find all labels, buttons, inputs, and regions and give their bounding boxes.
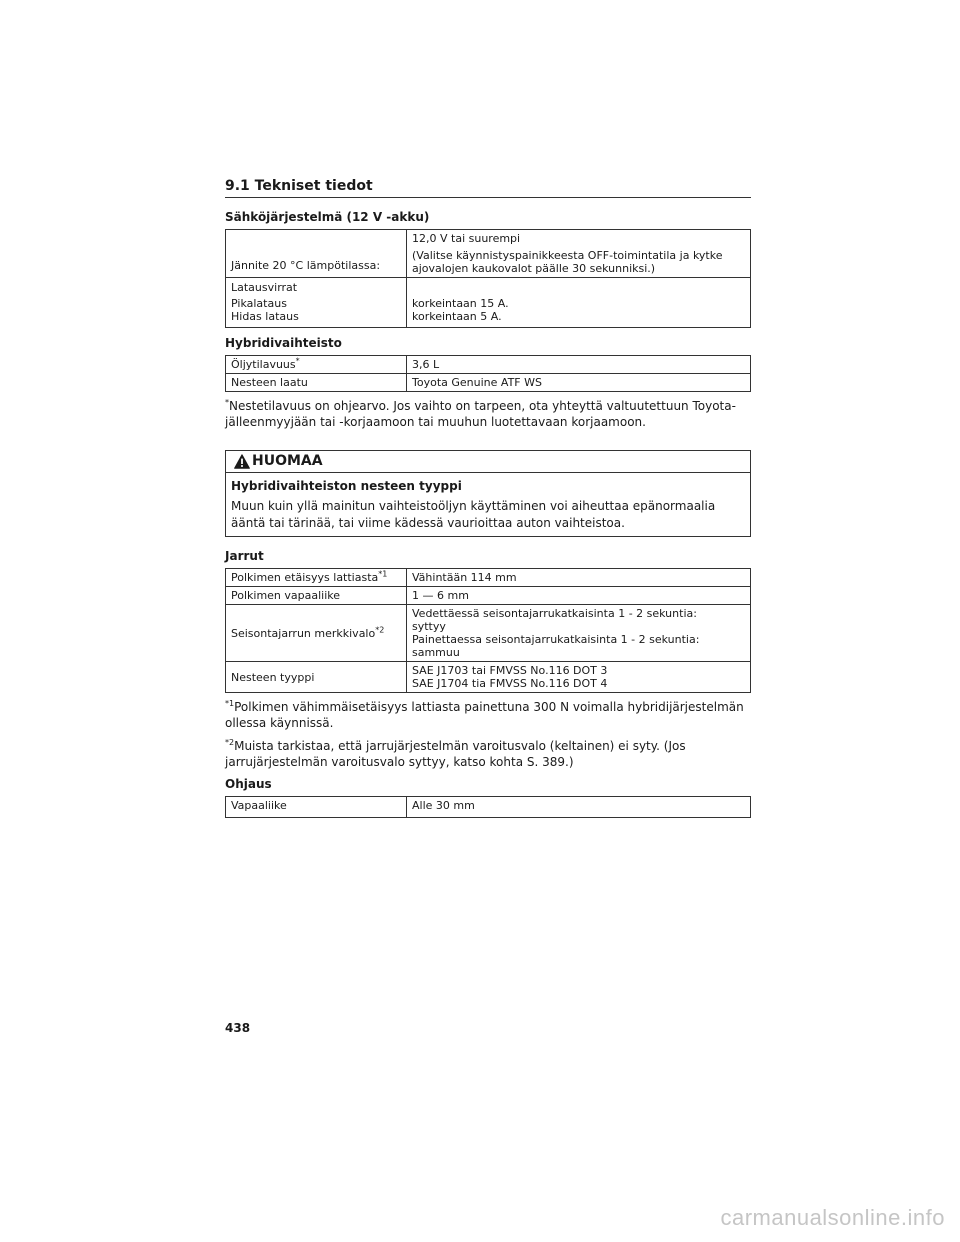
parking-light-value-1: Vedettäessä seisontajarrukatkaisinta 1 - 2 sekuntia: [412,607,697,620]
footnote-mark: * [225,398,229,407]
pedal-clearance-label: Polkimen etäisyys lattiasta [231,571,379,584]
oil-capacity-value: 3,6 L [407,356,751,374]
brake-fluid-label: Nesteen tyyppi [226,662,407,693]
voltage-label: Jännite 20 °C lämpötilassa: [226,230,407,278]
oil-capacity-label-cell [226,356,407,374]
parking-light-value-4: sammuu [412,646,460,659]
notice-box [225,450,751,537]
fast-charge-value: korkeintaan 15 A. [412,297,509,310]
table-row [226,605,751,662]
table-row [226,569,751,587]
brake-fluid-value-1: SAE J1703 tai FMVSS No.116 DOT 3 [412,664,608,677]
brakes-footnote-1 [225,699,751,731]
charging-label: Latausvirrat [231,281,298,294]
page-content [225,178,751,818]
notice-subtitle: Hybridivaihteiston nesteen tyyppi [231,479,462,493]
brakes-table [225,568,751,693]
notice-title [234,453,323,469]
brake-fluid-value-cell [407,662,751,693]
electrical-heading: Sähköjärjestelmä (12 V -akku) [225,210,430,224]
table-row [226,662,751,693]
parking-light-label-cell [226,605,407,662]
page-number: 438 [225,1021,251,1035]
parking-light-value-2: syttyy [412,620,446,633]
footnote-mark: *1 [225,699,235,708]
brake-fluid-value-2: SAE J1704 tia FMVSS No.116 DOT 4 [412,677,608,690]
table-row [226,230,751,278]
parking-light-label: Seisontajarrun merkkivalo [231,626,376,640]
pedal-free-play-value: 1 — 6 mm [407,587,751,605]
charging-label-cell [226,278,407,328]
pedal-free-play-label: Polkimen vapaaliike [226,587,407,605]
hybrid-table [225,355,751,392]
notice-text: Muun kuin yllä mainitun vaihteistoöljyn käyttäminen voi aiheuttaa epänormaalia ääntä tai tärinää, tai viime kädessä vaurioittaa auton vaihteistoa. [231,499,716,530]
watermark: carmanualsonline.info [720,1205,945,1230]
warning-icon [234,454,250,469]
steering-free-play-label: Vapaaliike [226,797,407,818]
pedal-clearance-label-cell [226,569,407,587]
fluid-quality-value: Toyota Genuine ATF WS [407,374,751,392]
parking-light-value-cell [407,605,751,662]
footnote-ref: *2 [375,624,385,634]
table-row [226,374,751,392]
footnote-text: Polkimen vähimmäisetäisyys lattiasta painettuna 300 N voimalla hybridijärjestelmän ollessa käynnissä. [225,700,744,730]
table-row [226,797,751,818]
footnote-ref: * [295,356,300,366]
footnote-ref: *1 [378,569,388,579]
footnote-text: Muista tarkistaa, että jarrujärjestelmän varoitusvalo (keltainen) ei syty. (Jos jarrujärjestelmän varoitusvalo syttyy, katso kohta S. 389.) [225,739,686,769]
slow-charge-label: Hidas lataus [231,310,299,323]
brakes-heading: Jarrut [225,549,264,563]
parking-light-value-3: Painettaessa seisontajarrukatkaisinta 1 - 2 sekuntia: [412,633,700,646]
fluid-quality-label: Nesteen laatu [226,374,407,392]
steering-heading: Ohjaus [225,777,272,791]
notice-body [226,473,750,536]
table-row [226,356,751,374]
notice-title-text: HUOMAA [252,453,323,469]
hybrid-heading: Hybridivaihteisto [225,336,342,350]
table-row [226,587,751,605]
hybrid-footnote [225,398,751,430]
electrical-table [225,229,751,328]
table-row [226,278,751,328]
notice-header [226,451,750,473]
voltage-cell [407,230,751,278]
steering-table [225,796,751,818]
section-title: 9.1 Tekniset tiedot [225,178,751,198]
brakes-footnote-2 [225,738,751,770]
voltage-note: (Valitse käynnistyspainikkeesta OFF-toimintatila ja kytke ajovalojen kaukovalot päälle 30 sekunniksi.) [412,249,723,275]
footnote-mark: *2 [225,738,235,747]
slow-charge-value: korkeintaan 5 A. [412,310,502,323]
steering-free-play-value: Alle 30 mm [407,797,751,818]
fast-charge-label: Pikalataus [231,297,287,310]
voltage-value: 12,0 V tai suurempi [412,232,521,245]
oil-capacity-label: Öljytilavuus [231,358,296,371]
footnote-text: Nestetilavuus on ohjearvo. Jos vaihto on tarpeen, ota yhteyttä valtuutettuun Toyota-jälleenmyyjään tai -korjaamoon tai muuhun luotettavaan korjaamoon. [225,399,736,429]
pedal-clearance-value: Vähintään 114 mm [407,569,751,587]
charging-value-cell [407,278,751,328]
